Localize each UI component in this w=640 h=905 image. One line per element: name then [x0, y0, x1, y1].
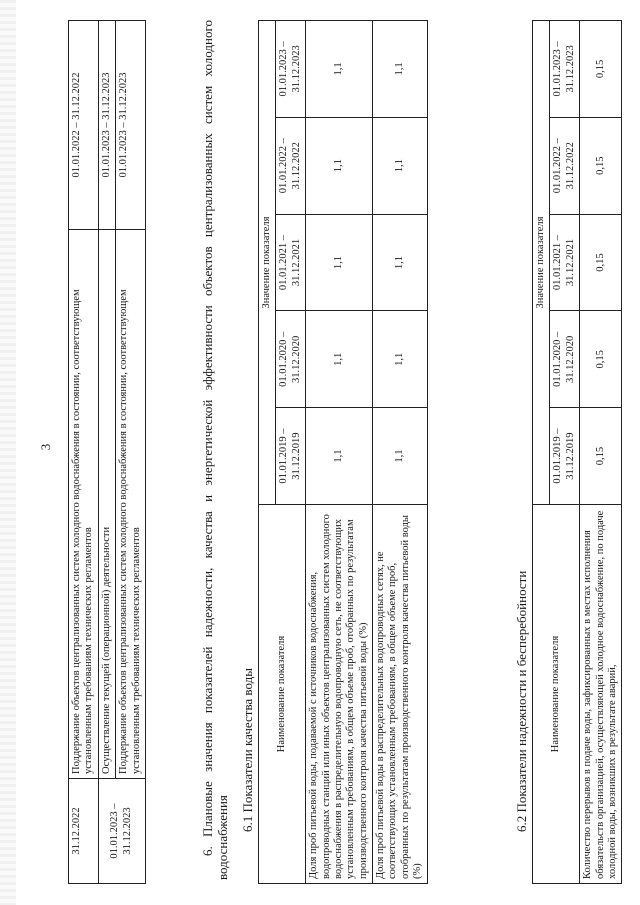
table-header-row	[533, 21, 550, 884]
period-header: 01.01.2020 – 31.12.2020	[550, 311, 580, 408]
period-cell: 31.12.2022	[69, 779, 99, 884]
period-header: 01.01.2019 – 31.12.2019	[276, 408, 306, 505]
indicator-name-header: Наименование показателя	[259, 505, 306, 884]
indicator-name: Количество перерывов в подаче воды, зафиксированных в местах исполнения обязательств организацией, осуществляющей холодное водоснабжение, по подаче холодной воды, возникших в результате аварий,	[580, 505, 622, 884]
table-row	[69, 21, 99, 884]
section-6-2-heading: 6.2 Показатели надежности и бесперебойности	[514, 570, 529, 832]
period-header: 01.01.2022 – 31.12.2022	[550, 117, 580, 214]
section-6-heading: 6. Плановые значения показателей надежности, качества и энергетической эффективности объектов централизованных систем холодного водоснабжения	[200, 20, 231, 880]
period-cell: 01.01.2023 – 31.12.2023	[98, 779, 145, 884]
page-number: 3	[38, 443, 53, 451]
indicator-name: Доля проб питьевой воды, подаваемой с источников водоснабжения, водопроводных станций или иных объектов централизованных систем холодного водоснабжения в распределительную водопроводную сеть, не соответствующих установленным требованиям, в общем объеме проб, отобранных по результатам производственного контроля качества питьевой воды (%)	[306, 505, 373, 884]
table-row	[306, 21, 373, 884]
indicator-value: 0,15	[580, 214, 622, 311]
indicator-value-header: Значение показателя	[259, 21, 276, 505]
dates-cell: 01.01.2023 – 31.12.2023	[98, 21, 115, 230]
indicator-value: 0,15	[580, 117, 622, 214]
activity-cell: Поддержание объектов централизованных систем холодного водоснабжения в состоянии, соответствующем установленным требованиям технических регламентов	[69, 230, 99, 779]
table-row	[580, 21, 622, 884]
indicator-value: 1,1	[306, 311, 373, 408]
dates-cell: 01.01.2023 – 31.12.2023	[116, 21, 146, 230]
indicator-value: 1,1	[373, 117, 428, 214]
indicator-value: 0,15	[580, 408, 622, 505]
indicator-value: 1,1	[373, 21, 428, 118]
table-row	[373, 21, 428, 884]
indicator-value: 1,1	[306, 408, 373, 505]
activity-cell: Поддержание объектов централизованных систем холодного водоснабжения в состоянии, соответствующем установленным требованиям технических регламентов	[116, 230, 146, 779]
indicator-value: 0,15	[580, 21, 622, 118]
indicator-name-header: Наименование показателя	[533, 505, 580, 884]
period-header: 01.01.2020 – 31.12.2020	[276, 311, 306, 408]
period-header: 01.01.2023 – 31.12.2023	[550, 21, 580, 118]
indicator-value: 1,1	[306, 214, 373, 311]
indicator-value: 1,1	[373, 408, 428, 505]
indicator-value: 0,15	[580, 311, 622, 408]
activity-cell: Осуществление текущей (операционной) деятельности	[98, 230, 115, 779]
indicator-name: Доля проб питьевой воды в распределительных водопроводных сетях, не соответствующих установленным требованиям, в общем объеме проб, отобранных по результатам производственного контроля качества питьевой воды (%)	[373, 505, 428, 884]
period-header: 01.01.2022 – 31.12.2022	[276, 117, 306, 214]
reliability-table	[532, 20, 622, 884]
plan-activities-table	[68, 20, 146, 884]
indicator-value-header: Значение показателя	[533, 21, 550, 505]
period-header: 01.01.2019 – 31.12.2019	[550, 408, 580, 505]
indicator-value: 1,1	[373, 311, 428, 408]
section-6-1-heading: 6.1 Показатели качества воды	[240, 668, 255, 832]
table-header-row	[259, 21, 276, 884]
dates-cell: 01.01.2022 – 31.12.2022	[69, 21, 99, 230]
table-row	[98, 21, 115, 884]
period-header: 01.01.2021 – 31.12.2021	[276, 214, 306, 311]
table-row	[116, 21, 146, 884]
indicator-value: 1,1	[306, 21, 373, 118]
indicator-value: 1,1	[306, 117, 373, 214]
period-header: 01.01.2023 – 31.12.2023	[276, 21, 306, 118]
rotated-page	[30, 12, 630, 892]
scan-edge	[0, 0, 16, 905]
indicator-value: 1,1	[373, 214, 428, 311]
period-header: 01.01.2021 – 31.12.2021	[550, 214, 580, 311]
water-quality-table	[258, 20, 428, 884]
